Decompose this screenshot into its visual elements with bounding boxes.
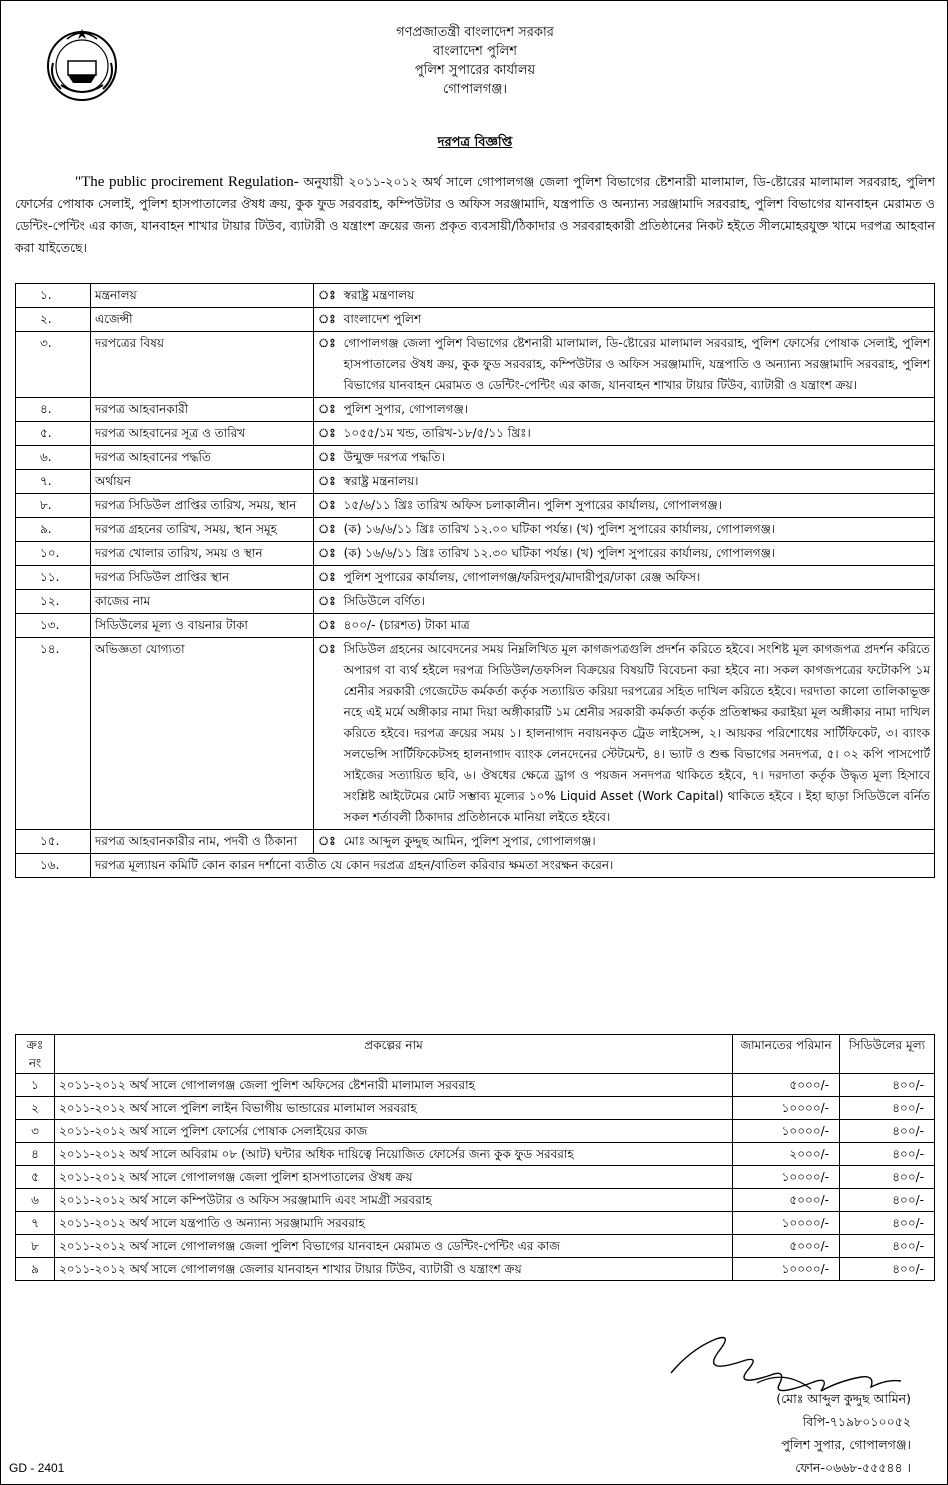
project-name: ২০১১-২০১২ অর্থ সালে পুলিশ লাইন বিভাগীয় ভান্ডারের মালামাল সরবরাহ <box>55 1097 733 1120</box>
project-name: ২০১১-২০১২ অর্থ সালে অবিরাম ০৮ (আট) ঘন্টার অধিক দায়িত্বে নিয়োজিত ফোর্সের জন্য কুক ফুড সরবরাহ <box>55 1143 733 1166</box>
table-row <box>16 1120 935 1143</box>
table-row <box>16 1212 935 1235</box>
project-serial: ৬ <box>16 1189 55 1212</box>
detail-row <box>16 638 935 830</box>
project-serial: ৮ <box>16 1235 55 1258</box>
detail-label: দরপত্রের বিষয় <box>91 332 314 398</box>
detail-colon: ঃ <box>314 446 340 470</box>
project-name: ২০১১-২০১২ অর্থ সালে পুলিশ ফোর্সের পোষাক সেলাইয়ের কাজ <box>55 1120 733 1143</box>
project-serial: ৩ <box>16 1120 55 1143</box>
signatory-name: (মোঃ আব্দুল কুদ্দুছ আমিন) <box>776 1391 911 1406</box>
detail-colon: ঃ <box>314 542 340 566</box>
detail-row <box>16 590 935 614</box>
project-security: ১০০০০/- <box>733 1212 840 1235</box>
project-name: ২০১১-২০১২ অর্থ সালে কম্পিউটার ও অফিস সরঞ্জামাদি এবং সামগ্রী সরবরাহ <box>55 1189 733 1212</box>
header-government: গণপ্রজাতন্ত্রী বাংলাদেশ সরকার <box>396 25 554 40</box>
project-fee: ৪০০/- <box>840 1212 935 1235</box>
project-serial: ৪ <box>16 1143 55 1166</box>
signatory-designation: পুলিশ সুপার, গোপালগঞ্জ। <box>781 1437 911 1452</box>
detail-colon: ঃ <box>314 470 340 494</box>
detail-label: দরপত্র আহবানের পদ্ধতি <box>91 446 314 470</box>
detail-row <box>16 284 935 308</box>
detail-label: কাজের নাম <box>91 590 314 614</box>
detail-row <box>16 422 935 446</box>
detail-value: পুলিশ সুপার, গোপালগঞ্জ। <box>340 398 935 422</box>
project-fee: ৪০০/- <box>840 1258 935 1281</box>
detail-num: ১২. <box>16 590 91 614</box>
detail-row <box>16 398 935 422</box>
detail-num: ৪. <box>16 398 91 422</box>
project-fee: ৪০০/- <box>840 1120 935 1143</box>
detail-num: ১১. <box>16 566 91 590</box>
project-security: ১০০০০/- <box>733 1097 840 1120</box>
detail-colon: ঃ <box>314 638 340 830</box>
project-table-header <box>16 1035 935 1074</box>
detail-num: ১০. <box>16 542 91 566</box>
table-row <box>16 1143 935 1166</box>
project-name: ২০১১-২০১২ অর্থ সালে গোপালগঞ্জ জেলার যানবাহন শাখার টায়ার টিউব, ব্যাটারী ও যন্ত্রাংশ ক্রয় <box>55 1258 733 1281</box>
header-department: বাংলাদেশ পুলিশ <box>433 44 517 59</box>
notice-title: দরপত্র বিজ্ঞপ্তি <box>437 135 513 150</box>
project-security: ৫০০০/- <box>733 1235 840 1258</box>
table-row <box>16 1074 935 1097</box>
detail-colon: ঃ <box>314 566 340 590</box>
header-security: জামানতের পরিমান <box>733 1035 840 1074</box>
detail-label: দরপত্র সিডিউল প্রাপ্তির তারিখ, সময়, স্থান <box>91 494 314 518</box>
project-security: ৫০০০/- <box>733 1189 840 1212</box>
detail-num: ২. <box>16 308 91 332</box>
header-office: পুলিশ সুপারের কার্যালয় <box>414 63 536 78</box>
police-emblem-icon <box>41 23 123 105</box>
detail-value: দরপত্র মূল্যায়ন কমিটি কোন কারন দর্শানো ব্যতীত যে কোন দরপ্রত্র গ্রহন/বাতিল করিবার ক্ষমতা সংরক্ষন করেন। <box>91 854 935 878</box>
gd-code: GD - 2401 <box>9 1461 65 1475</box>
project-table <box>15 1034 935 1281</box>
signatory-bp: বিপি-৭১৯৮০১০০৫২ <box>802 1414 911 1429</box>
detail-colon: ঃ <box>314 494 340 518</box>
detail-colon: ঃ <box>314 284 340 308</box>
detail-num: ১৪. <box>16 638 91 830</box>
project-serial: ১ <box>16 1074 55 1097</box>
detail-num: ১. <box>16 284 91 308</box>
detail-value: পুলিশ সুপারের কার্যালয়, গোপালগঞ্জ/ফরিদপুর/মাদারীপুর/ঢাকা রেঞ্জ অফিস। <box>340 566 935 590</box>
detail-num: ১৩. <box>16 614 91 638</box>
table-row <box>16 1235 935 1258</box>
detail-row <box>16 470 935 494</box>
intro-bengali: অনুযায়ী ২০১১-২০১২ অর্থ সালে গোপালগঞ্জ জেলা পুলিশ বিভাগের ষ্টেশনারী মালামাল, ডি-ষ্টোরের মালামাল সরবরাহ, পুলিশ ফোর্সের পোষাক সেলাই, পুলিশ হাসপাতালের ঔষধ ক্রয়, কুক ফুড সরবরাহ, কম্পিউটার ও অফিস সরঞ্জামাদি, যন্ত্রপাতি ও অন্যান্য সরঞ্জামাদি সরবরাহ, পুলিশ বিভাগের যানবাহন মেরামত ও ডেন্টিং-পেন্টিং এর কাজ, যানবাহন শাখার টায়ার টিউব, ব্যাটারী ও যন্ত্রাংশ ক্রয়ের জন্য প্রকৃত ব্যবসায়ী/ঠিকাদার ও সরবরাহকারী প্রতিষ্ঠানের নিকট হইতে সীলমোহরযুক্ত খামে দরপত্র আহবান করা যাইতেছে। <box>15 174 935 255</box>
detail-colon: ঃ <box>314 830 340 854</box>
detail-value: গোপালগঞ্জ জেলা পুলিশ বিভাগের ষ্টেশনারী মালামাল, ডি-ষ্টোরের মালামাল সরবরাহ, পুলিশ ফোর্সের পোষাক সেলাই, পুলিশ হাসপাতালের ঔষধ ক্রয়, কুক ফুড সরবরাহ, কম্পিউটার ও অফিস সরঞ্জামাদি, যন্ত্রপাতি ও অন্যান্য সরঞ্জামাদি সরবরাহ, পুলিশ বিভাগের যানবাহন মেরামত ও ডেন্টিং-পেন্টিং এর কাজ, যানবাহন শাখার টায়ার টিউব, ব্যাটারী ও যন্ত্রাংশ ক্রয়। <box>340 332 935 398</box>
detail-num: ১৬. <box>16 854 91 878</box>
detail-value: ১৫/৬/১১ খ্রিঃ তারিখ অফিস চলাকালীন। পুলিশ সুপারের কার্যালয়, গোপালগঞ্জ। <box>340 494 935 518</box>
detail-value: সিডিউলে বর্ণিত। <box>340 590 935 614</box>
detail-label: এজেন্সী <box>91 308 314 332</box>
project-name: ২০১১-২০১২ অর্থ সালে গোপালগঞ্জ জেলা পুলিশ অফিসের ষ্টেশনারী মালামাল সরবরাহ <box>55 1074 733 1097</box>
detail-value: ৪০০/- (চারশত) টাকা মাত্র <box>340 614 935 638</box>
detail-value: (ক) ১৬/৬/১১ খ্রিঃ তারিখ ১২.০০ ঘটিকা পর্যন্ত। (খ) পুলিশ সুপারের কার্যালয়, গোপালগঞ্জ। <box>340 518 935 542</box>
project-name: ২০১১-২০১২ অর্থ সালে যন্ত্রপাতি ও অন্যান্য সরঞ্জামাদি সরবরাহ <box>55 1212 733 1235</box>
detail-label: দরপত্র আহবানকারীর নাম, পদবী ও ঠিকানা <box>91 830 314 854</box>
detail-colon: ঃ <box>314 308 340 332</box>
project-security: ১০০০০/- <box>733 1166 840 1189</box>
detail-row-16 <box>16 854 935 878</box>
project-fee: ৪০০/- <box>840 1097 935 1120</box>
detail-label: সিডিউলের মূল্য ও বায়নার টাকা <box>91 614 314 638</box>
detail-value: (ক) ১৬/৬/১১ খ্রিঃ তারিখ ১২.৩০ ঘটিকা পর্যন্ত। (খ) পুলিশ সুপারের কার্যালয়, গোপালগঞ্জ। <box>340 542 935 566</box>
detail-row <box>16 614 935 638</box>
detail-num: ৩. <box>16 332 91 398</box>
detail-row <box>16 518 935 542</box>
detail-num: ৬. <box>16 446 91 470</box>
detail-colon: ঃ <box>314 332 340 398</box>
detail-value: সিডিউল গ্রহনের আবেদনের সময় নিম্নলিখিত মূল কাগজপত্রগুলি প্রদর্শন করিতে হইবে। সংশিষ্ট মূল কাগজপত্র প্রদর্শন করিতে অপারগ বা ব্যর্থ হইলে দরপত্র সিডিউল/তফসিল বিক্রয়ের বিষয়টি বিবেচনা করা হইবে না। সকল কাগজপত্রের ফটোকপি ১ম শ্রেনীর সরকারী গেজেটেড কর্মকর্তা কর্তৃক সত্যায়িত করিয়া দরপত্রের সহিত দাখিল করিতে হইবে। দরদাতা কালো তালিকাভূক্ত নহে এই মর্মে অঙ্গীকার নামা দিয়া অঙ্গীকারটি ১ম শ্রেনীর সরকারী কর্মকর্তা কর্তৃক প্রতিস্বাক্ষর করাইয়া মূল অঙ্গীকার নামা দাখিল করিতে হইবে। দরপত্র ক্রয়ের সময় ১। হালনাগাদ নবায়নকৃত ট্রেড লাইসেন্স, ২। আয়কর পরিশোধের সার্টিফিকেট, ৩। ব্যাংক সলভেন্সি সার্টিফিকেটসহ হালনাগাদ ব্যাংক লেনদেনের স্টেটমেন্ট, ৪। ভ্যাট ও শুল্ক বিভাগের সনদপত্র, ৫। ০২ কপি পাসপোর্ট সাইজের সত্যায়িত ছবি, ৬। ঔষধের ক্ষেত্রে ড্রাগ ও পয়জন সনদপত্র থাকিতে হইবে, ৭। দরদাতা কর্তৃক উদ্ধৃত মূল্য হিসাবে সংশ্লিষ্ট আইটেমের মোট সম্ভাব্য মূল্যের ১০% Liquid Asset (Work Capital) থাকিতে হইবে । ইহা ছাড়া সিডিউলে বর্নিত সকল শর্তাবলী ঠিকাদার প্রতিষ্ঠানকে মানিয়া লইতে হইবে। <box>340 638 935 830</box>
detail-row <box>16 332 935 398</box>
project-security: ১০০০০/- <box>733 1258 840 1281</box>
header-project-name: প্রকল্পের নাম <box>55 1035 733 1074</box>
detail-colon: ঃ <box>314 614 340 638</box>
intro-english: "The public procirement Regulation- <box>75 174 299 190</box>
project-name: ২০১১-২০১২ অর্থ সালে গোপালগঞ্জ জেলা পুলিশ বিভাগের যানবাহন মেরামত ও ডেন্টিং-পেন্টিং এর কাজ <box>55 1235 733 1258</box>
detail-colon: ঃ <box>314 518 340 542</box>
detail-row <box>16 494 935 518</box>
detail-colon: ঃ <box>314 398 340 422</box>
table-row <box>16 1097 935 1120</box>
detail-value: স্বরাষ্ট্র মন্ত্রণালয় <box>340 284 935 308</box>
tender-details-table <box>15 283 935 878</box>
detail-label: মন্ত্রনালয় <box>91 284 314 308</box>
detail-label: দরপত্র আহবানকারী <box>91 398 314 422</box>
detail-label: অভিজ্ঞতা যোগ্যতা <box>91 638 314 830</box>
header-district: গোপালগঞ্জ। <box>442 82 508 97</box>
detail-value: ১০৫৫/১ম খন্ড, তারিখ-১৮/৫/১১ খ্রিঃ। <box>340 422 935 446</box>
project-fee: ৪০০/- <box>840 1143 935 1166</box>
project-security: ৫০০০/- <box>733 1074 840 1097</box>
detail-colon: ঃ <box>314 590 340 614</box>
detail-row <box>16 566 935 590</box>
detail-value: মোঃ আব্দুল কুদ্দুছ আমিন, পুলিশ সুপার, গোপালগঞ্জ। <box>340 830 935 854</box>
project-name: ২০১১-২০১২ অর্থ সালে গোপালগঞ্জ জেলা পুলিশ হাসপাতালের ঔষধ ক্রয় <box>55 1166 733 1189</box>
intro-paragraph <box>15 171 935 259</box>
detail-value: উন্মুক্ত দরপত্র পদ্ধতি। <box>340 446 935 470</box>
detail-row <box>16 830 935 854</box>
detail-value: স্বরাষ্ট্র মন্ত্রনালয়। <box>340 470 935 494</box>
project-serial: ৫ <box>16 1166 55 1189</box>
table-row <box>16 1166 935 1189</box>
signatory-phone: ফোন-০৬৬৮-৫৫৫৪৪ । <box>795 1460 911 1475</box>
table-row <box>16 1258 935 1281</box>
project-serial: ৭ <box>16 1212 55 1235</box>
project-serial: ২ <box>16 1097 55 1120</box>
detail-row <box>16 542 935 566</box>
header <box>201 23 749 99</box>
detail-value: বাংলাদেশ পুলিশ <box>340 308 935 332</box>
detail-colon: ঃ <box>314 422 340 446</box>
detail-label: দরপত্র খোলার তারিখ, সময় ও স্থান <box>91 542 314 566</box>
detail-label: অর্থায়ন <box>91 470 314 494</box>
detail-num: ৯. <box>16 518 91 542</box>
detail-num: ১৫. <box>16 830 91 854</box>
detail-label: দরপত্র আহবানের সূত্র ও তারিখ <box>91 422 314 446</box>
project-security: ২০০০/- <box>733 1143 840 1166</box>
table-row <box>16 1189 935 1212</box>
project-fee: ৪০০/- <box>840 1189 935 1212</box>
project-security: ১০০০০/- <box>733 1120 840 1143</box>
detail-row <box>16 446 935 470</box>
detail-num: ৫. <box>16 422 91 446</box>
header-serial: ক্রঃ নং <box>16 1035 55 1074</box>
signatory-block <box>651 1387 911 1479</box>
detail-row <box>16 308 935 332</box>
project-fee: ৪০০/- <box>840 1235 935 1258</box>
detail-num: ৭. <box>16 470 91 494</box>
project-fee: ৪০০/- <box>840 1166 935 1189</box>
detail-label: দরপত্র গ্রহনের তারিখ, সময়, স্থান সমূহ <box>91 518 314 542</box>
detail-num: ৮. <box>16 494 91 518</box>
detail-label: দরপত্র সিডিউল প্রাপ্তির স্থান <box>91 566 314 590</box>
project-fee: ৪০০/- <box>840 1074 935 1097</box>
header-schedule-fee: সিডিউলের মূল্য <box>840 1035 935 1074</box>
project-serial: ৯ <box>16 1258 55 1281</box>
